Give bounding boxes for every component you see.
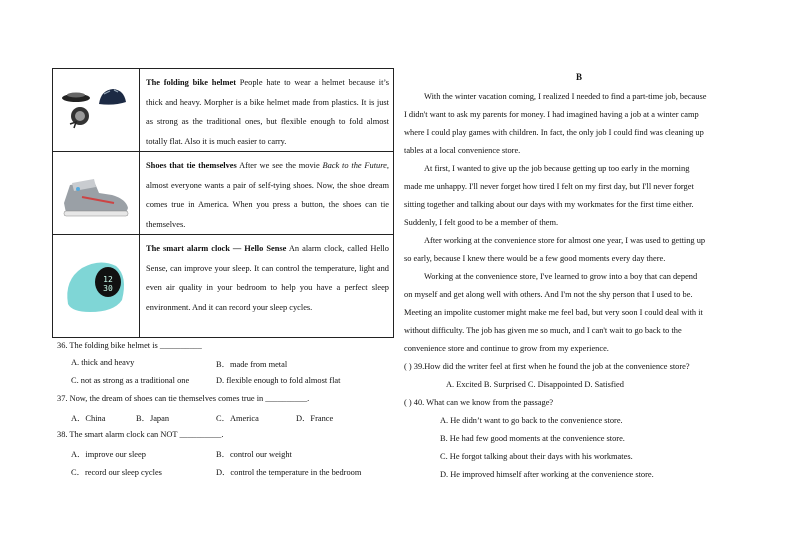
- q40-option-d: D. He improved himself after working at the convenience store.: [440, 470, 654, 479]
- helmet-image: [53, 69, 140, 152]
- shoes-body-2: , almost everyone wants a pair of self-tying shoes. Now, the shoe dream comes true in America. When you press a button, the shoes can tie themselves.: [146, 161, 389, 229]
- question-37: 37. Now, the dream of shoes can tie themselves comes true in __________.: [57, 394, 310, 403]
- svg-text:12: 12: [103, 275, 113, 284]
- passage-heading: B: [576, 72, 583, 82]
- passage-line: sitting together and talking about our days with my workmates for the first time either.: [404, 200, 694, 209]
- passage-line: With the winter vacation coming, I realized I needed to find a part-time job, because: [424, 92, 707, 101]
- shoes-description: [140, 152, 394, 235]
- ad-row-shoes: [53, 152, 394, 235]
- q36-option-a: A. thick and heavy: [71, 358, 135, 367]
- q40-option-c: C. He forgot talking about their days with his workmates.: [440, 452, 633, 461]
- helmet-description: [140, 69, 394, 152]
- q37-option-b: B．Japan: [136, 414, 170, 423]
- helmet-title: The folding bike helmet: [146, 78, 236, 87]
- passage-line: convenience store and continue to grow from my experience.: [404, 344, 609, 353]
- shoes-image: [53, 152, 140, 235]
- passage-line: Working at the convenience store, I've learned to grow into a boy that can depend: [424, 272, 698, 281]
- q37-option-d: D．France: [296, 414, 334, 423]
- ad-row-clock: [53, 235, 394, 338]
- passage-line: on myself and get along well with others. And I'm not the shy person that I used to be.: [404, 290, 693, 299]
- q38-option-c: C．record our sleep cycles: [71, 468, 162, 477]
- passage-line: made me unhappy. I'll never forget how tired I felt on my first day, but I'll never forget: [404, 182, 694, 191]
- q36-option-b: B．made from metal: [216, 360, 288, 369]
- passage-line: Suddenly, I felt good to be a member of them.: [404, 218, 559, 227]
- q38-option-b: B．control our weight: [216, 450, 292, 459]
- q38-option-a: A．improve our sleep: [71, 450, 146, 459]
- ad-row-helmet: [53, 69, 394, 152]
- clock-title: The smart alarm clock — Hello Sense: [146, 244, 287, 253]
- passage-line: At first, I wanted to give up the job because getting up too early in the morning: [424, 164, 690, 173]
- clock-image: [53, 235, 140, 338]
- movie-title: Back to the Future: [322, 161, 387, 170]
- q39-options: A. Excited B. Surprised C. Disappointed D. Satisfied: [446, 380, 624, 389]
- self-tying-sneaker-icon: [54, 153, 138, 230]
- q36-option-d: D. flexible enough to fold almost flat: [216, 376, 341, 385]
- q36-option-c: C. not as strong as a traditional one: [71, 376, 190, 385]
- question-40: ( ) 40. What can we know from the passage?: [404, 398, 554, 407]
- q38-option-d: D．control the temperature in the bedroom: [216, 468, 362, 477]
- teal-alarm-clock-icon: [54, 236, 138, 334]
- passage-line: After working at the convenience store for almost one year, I was used to getting up: [424, 236, 706, 245]
- ads-table: [52, 68, 394, 338]
- helmet-body: People hate to wear a helmet because it’s thick and heavy. Morpher is a bike helmet made from plastics. It is just as strong as the traditional ones, but flexible enough to fold almost totally flat. Also it is much easier to carry.: [146, 78, 390, 146]
- q40-option-a: A. He didn’t want to go back to the convenience store.: [440, 416, 623, 425]
- question-38: 38. The smart alarm clock can NOT __________.: [57, 430, 224, 439]
- question-36: 36. The folding bike helmet is __________: [57, 341, 202, 350]
- folding-helmets-icon: [54, 70, 138, 148]
- passage-line: where I could play games with children. In fact, the only job I could find was cleaning up: [404, 128, 704, 137]
- question-39: ( ) 39.How did the writer feel at first when he found the job at the convenience store?: [404, 362, 690, 371]
- q40-option-b: B. He had few good moments at the convenience store.: [440, 434, 625, 443]
- svg-text:30: 30: [103, 284, 113, 293]
- clock-body: An alarm clock, called Hello Sense, can improve your sleep. It can control the temperature, light and even air quality in your bedroom to help you have a perfect sleep environment. And it can record your sleep cycles.: [146, 244, 389, 312]
- clock-description: [140, 235, 394, 338]
- ads-section: [52, 68, 394, 338]
- passage-line: so early, because I knew there would be a few good moments every day there.: [404, 254, 666, 263]
- passage-line: I didn't want to ask my parents for money. I had imagined having a job at a winter camp: [404, 110, 699, 119]
- q37-option-c: C．America: [216, 414, 259, 423]
- shoes-title: Shoes that tie themselves: [146, 161, 237, 170]
- passage-line: Meeting an impolite customer might make me feel bad, but very soon I could deal with it: [404, 308, 703, 317]
- passage-line: tables at a local convenience store.: [404, 146, 521, 155]
- shoes-body-1: After we see the movie: [236, 161, 323, 170]
- passage-line: without difficulty. The job has given me so much, and I can't wait to go back to the: [404, 326, 682, 335]
- q37-option-a: A．China: [71, 414, 106, 423]
